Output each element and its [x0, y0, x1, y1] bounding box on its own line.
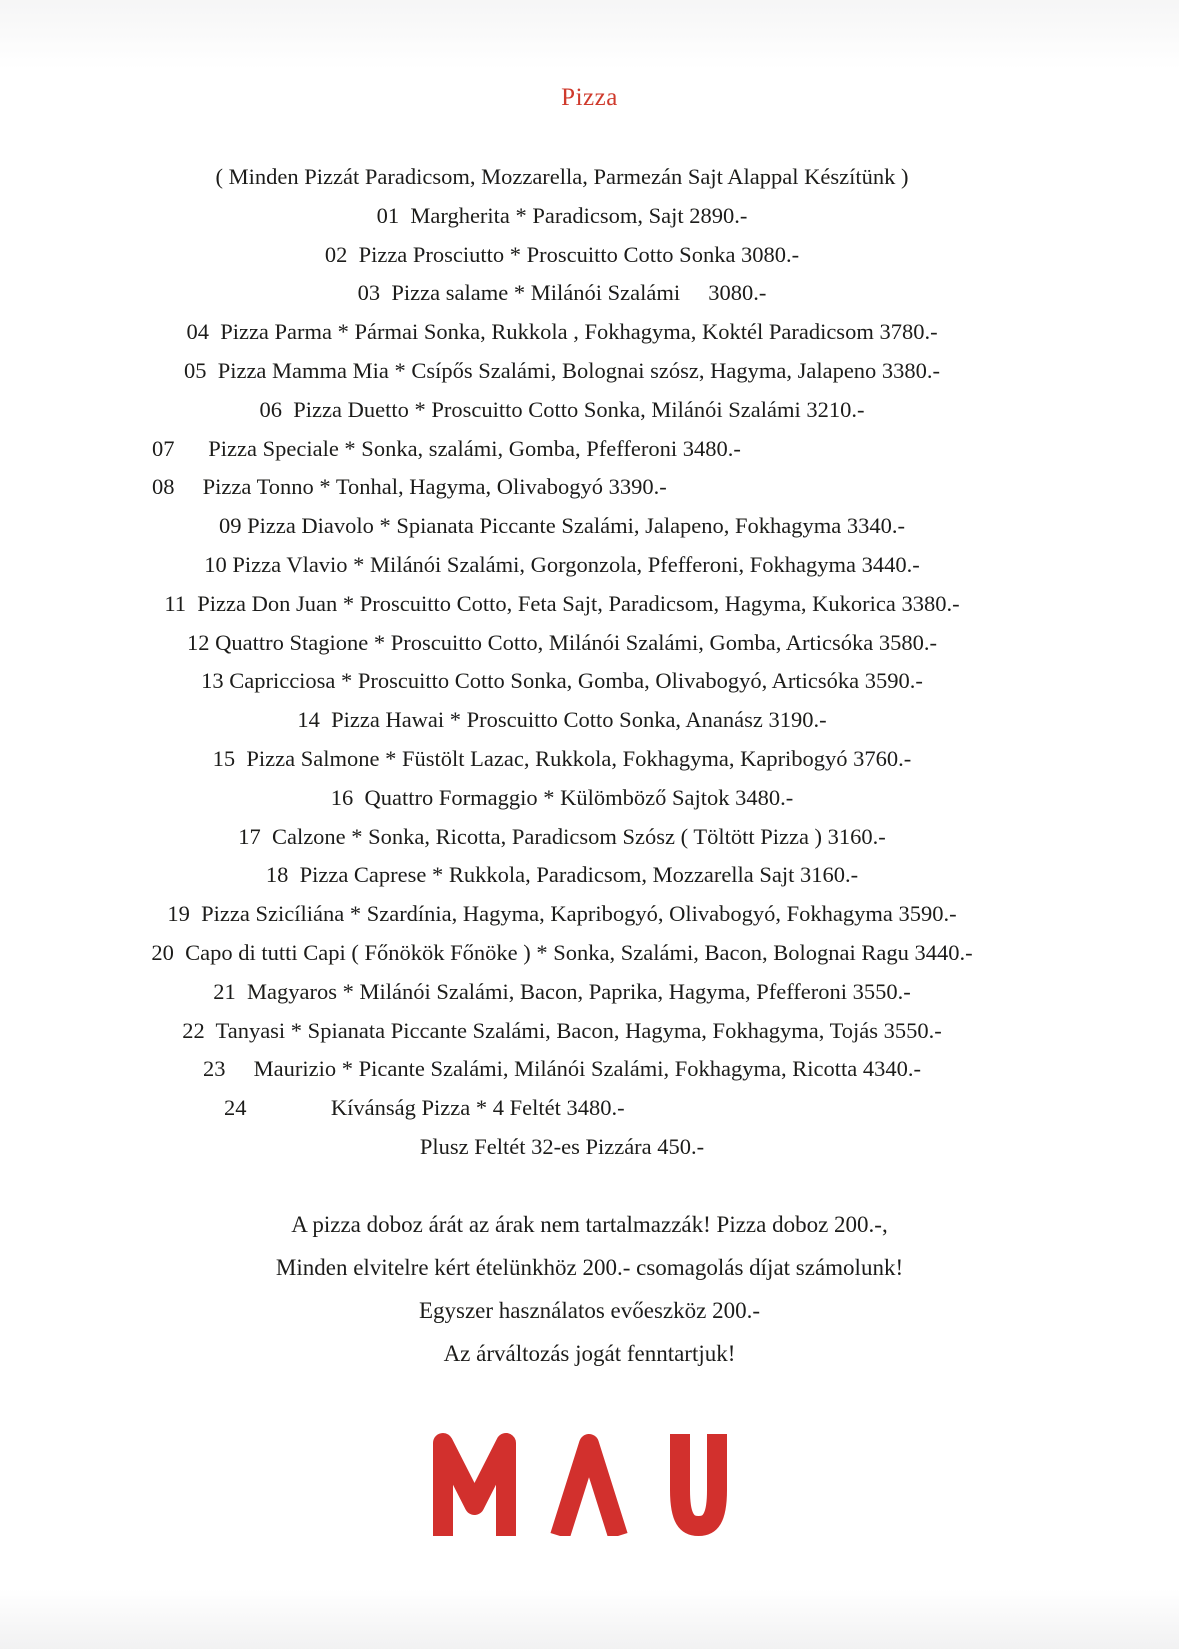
menu-line-24: 24 Kívánság Pizza * 4 Feltét 3480.-: [224, 1095, 625, 1121]
menu-line-21: 21 Magyaros * Milánói Szalámi, Bacon, Paprika, Hagyma, Pfefferoni 3550.-: [213, 978, 911, 1004]
menu-line-22: 22 Tanyasi * Spianata Piccante Szalámi, Bacon, Hagyma, Fokhagyma, Tojás 3550.-: [182, 1017, 942, 1043]
mau-logo-icon: [433, 1432, 737, 1536]
menu-extra-topping-line: Plusz Feltét 32-es Pizzára 450.-: [419, 1133, 705, 1159]
page-title: Pizza: [561, 84, 618, 111]
logo-letter-m: [443, 1443, 506, 1536]
pizza-list: [0, 158, 1124, 1167]
note-cutlery-fee: Egyszer használatos evőeszköz 200.-: [418, 1297, 761, 1323]
menu-line-16: 16 Quattro Formaggio * Külömböző Sajtok 3480.-: [330, 784, 794, 810]
menu-line-13: 13 Capricciosa * Proscuitto Cotto Sonka, Gomba, Olivabogyó, Articsóka 3590.-: [201, 668, 923, 694]
menu-line-05: 05 Pizza Mamma Mia * Csípős Szalámi, Bolognai szósz, Hagyma, Jalapeno 3380.-: [183, 357, 941, 383]
notes-block: [0, 1203, 1179, 1375]
menu-line-14: 14 Pizza Hawai * Proscuitto Cotto Sonka, Ananász 3190.-: [297, 707, 827, 733]
menu-line-12: 12 Quattro Stagione * Proscuitto Cotto, Milánói Szalámi, Gomba, Articsóka 3580.-: [187, 629, 937, 655]
menu-line-15: 15 Pizza Salmone * Füstölt Lazac, Rukkola, Fokhagyma, Kapribogyó 3760.-: [212, 745, 912, 771]
menu-line-18: 18 Pizza Caprese * Rukkola, Paradicsom, Mozzarella Sajt 3160.-: [265, 862, 859, 888]
menu-line-06: 06 Pizza Duetto * Proscuitto Cotto Sonka, Milánói Szalámi 3210.-: [259, 396, 865, 422]
note-packaging-fee: Minden elvitelre kért ételünkhöz 200.- csomagolás díjat számolunk!: [275, 1254, 904, 1280]
menu-line-01: 01 Margherita * Paradicsom, Sajt 2890.-: [376, 202, 748, 228]
menu-line-19: 19 Pizza Szicíliána * Szardínia, Hagyma, Kapribogyó, Olivabogyó, Fokhagyma 3590.-: [167, 901, 957, 927]
menu-line-09: 09 Pizza Diavolo * Spianata Piccante Szalámi, Jalapeno, Fokhagyma 3340.-: [218, 513, 906, 539]
page-bottom-shade: [0, 1589, 1179, 1649]
logo-letter-a: [560, 1444, 618, 1536]
menu-line-07: 07 Pizza Speciale * Sonka, szalámi, Gomba, Pfefferoni 3480.-: [152, 435, 741, 461]
note-price-change: Az árváltozás jogát fenntartjuk!: [443, 1340, 736, 1366]
menu-line-10: 10 Pizza Vlavio * Milánói Szalámi, Gorgonzola, Pfefferoni, Fokhagyma 3440.-: [204, 551, 920, 577]
brand-logo: [0, 1432, 1179, 1536]
logo-letter-u: [680, 1434, 717, 1526]
note-pizza-box: A pizza doboz árát az árak nem tartalmazzák! Pizza doboz 200.-,: [291, 1211, 888, 1237]
menu-line-03: 03 Pizza salame * Milánói Szalámi 3080.-: [357, 280, 767, 306]
menu-line-11: 11 Pizza Don Juan * Proscuitto Cotto, Feta Sajt, Paradicsom, Hagyma, Kukorica 3380.-: [164, 590, 960, 616]
menu-line-02: 02 Pizza Prosciutto * Proscuitto Cotto Sonka 3080.-: [324, 241, 800, 267]
menu-line-20: 20 Capo di tutti Capi ( Főnökök Főnöke ) * Sonka, Szalámi, Bacon, Bolognai Ragu 3440.-: [151, 939, 973, 965]
menu-line-04: 04 Pizza Parma * Pármai Sonka, Rukkola , Fokhagyma, Koktél Paradicsom 3780.-: [186, 319, 938, 345]
menu-line-08: 08 Pizza Tonno * Tonhal, Hagyma, Olivabogyó 3390.-: [152, 474, 667, 500]
menu-line-17: 17 Calzone * Sonka, Ricotta, Paradicsom Szósz ( Töltött Pizza ) 3160.-: [238, 823, 886, 849]
menu-line-23: 23 Maurizio * Picante Szalámi, Milánói Szalámi, Fokhagyma, Ricotta 4340.-: [203, 1056, 921, 1082]
menu-intro-line: ( Minden Pizzát Paradicsom, Mozzarella, Parmezán Sajt Alappal Készítünk ): [215, 164, 909, 189]
